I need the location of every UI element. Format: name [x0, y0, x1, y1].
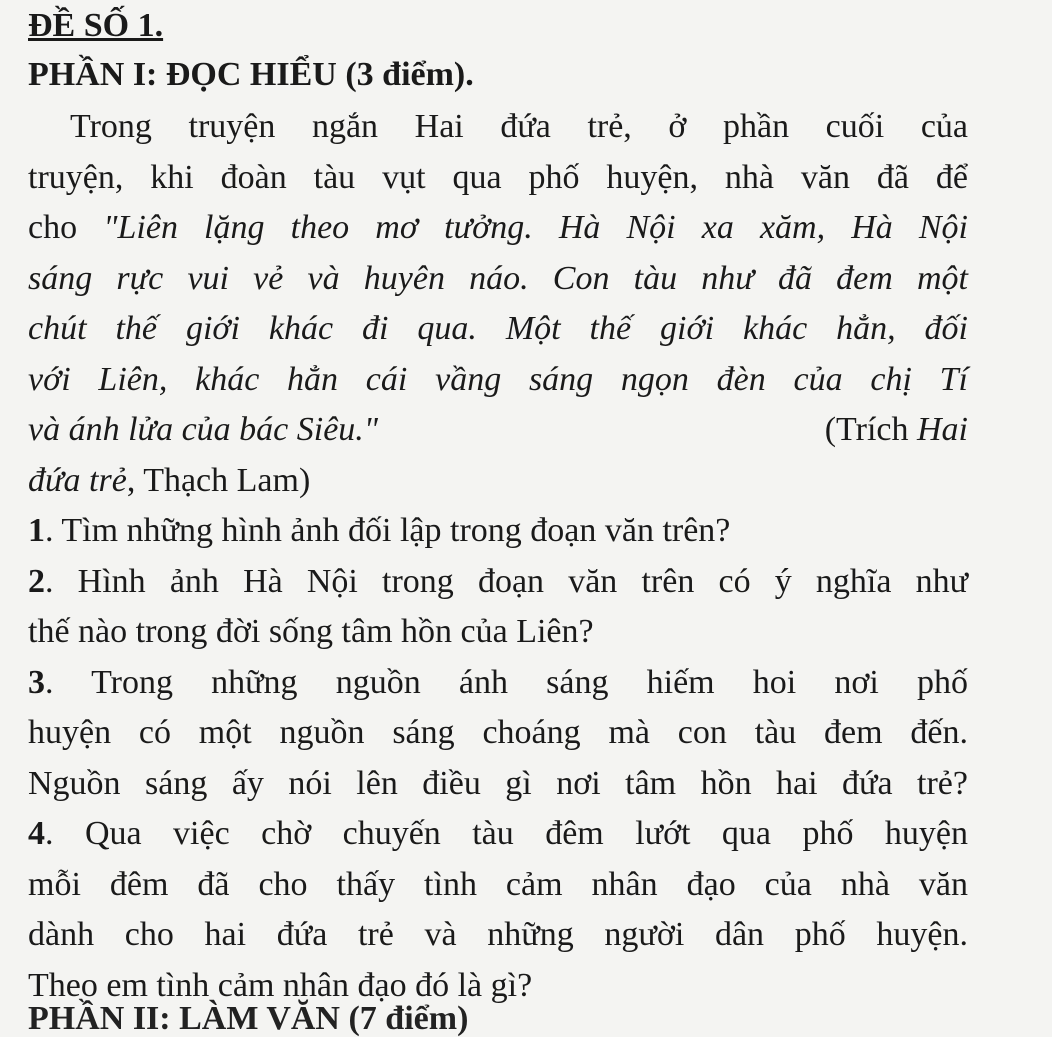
question-line: thế nào trong đời sống tâm hồn của Liên? — [28, 613, 594, 650]
quote-line: với Liên, khác hẳn cái vầng sáng ngọn đèn của chị Tí — [28, 361, 968, 398]
question-number: 1 — [28, 512, 45, 549]
question-line: mỗi đêm đã cho thấy tình cảm nhân đạo của nhà văn — [28, 866, 968, 903]
source-citation-cont: đứa trẻ, Thạch Lam) — [28, 462, 311, 499]
exam-title: ĐỀ SỐ 1. — [28, 7, 164, 44]
question-number: 2 — [28, 563, 45, 600]
next-section-title-cutoff: PHẦN II: LÀM VĂN (7 điểm) — [28, 1000, 469, 1037]
quote-line: sáng rực vui vẻ và huyên náo. Con tàu như đã đem một — [28, 260, 968, 297]
quote-line: chút thế giới khác đi qua. Một thế giới khác hẳn, đối — [28, 310, 968, 347]
passage-line: truyện, khi đoàn tàu vụt qua phố huyện, nhà văn đã để — [28, 159, 968, 196]
question-2: 2. Hình ảnh Hà Nội trong đoạn văn trên có ý nghĩa như — [28, 563, 969, 600]
passage-line — [28, 202, 968, 254]
question-1: 1. Tìm những hình ảnh đối lập trong đoạn văn trên? — [28, 512, 731, 549]
quote-text: và ánh lửa của bác Siêu." — [28, 411, 379, 448]
question-3: 3. Trong những nguồn ánh sáng hiếm hoi nơi phố — [28, 664, 969, 701]
question-line: Theo em tình cảm nhân đạo đó là gì? — [28, 967, 533, 1004]
question-4: 4. Qua việc chờ chuyến tàu đêm lướt qua phố huyện — [28, 815, 968, 852]
passage-text: cho — [28, 209, 104, 246]
question-number: 3 — [28, 664, 45, 701]
passage-line: Trong truyện ngắn Hai đứa trẻ, ở phần cuối của — [70, 108, 968, 145]
source-citation: (Trích Hai — [824, 411, 968, 448]
question-line: huyện có một nguồn sáng choáng mà con tàu đem đến. — [28, 714, 968, 751]
quote-text: "Liên lặng theo mơ tưởng. Hà Nội xa xăm, Hà Nội — [103, 209, 969, 246]
quote-source-line — [28, 404, 968, 456]
question-line: Nguồn sáng ấy nói lên điều gì nơi tâm hồn hai đứa trẻ? — [28, 765, 968, 802]
question-number: 4 — [28, 815, 45, 852]
section-title: PHẦN I: ĐỌC HIỂU (3 điểm). — [28, 56, 474, 93]
question-line: dành cho hai đứa trẻ và những người dân phố huyện. — [28, 916, 968, 953]
